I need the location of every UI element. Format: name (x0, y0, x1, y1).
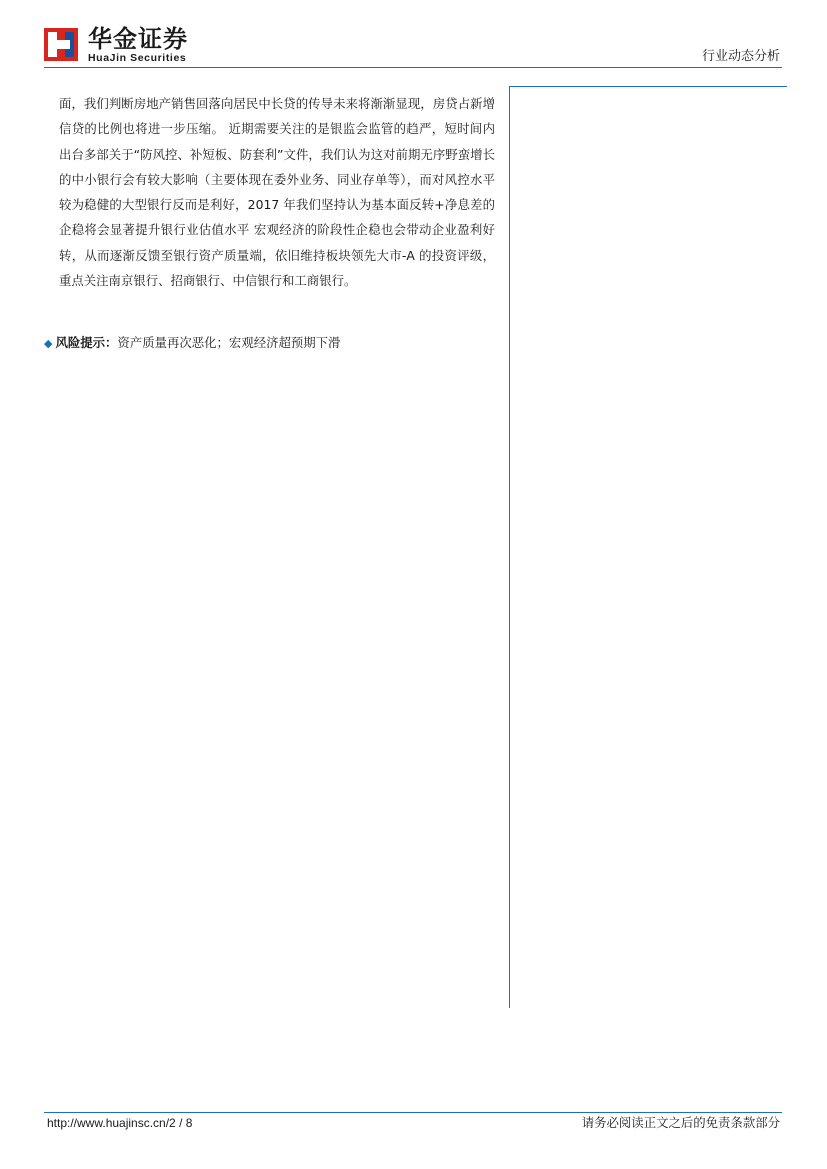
report-type-label: 行业动态分析 (701, 49, 780, 64)
main-body-text (59, 91, 495, 293)
side-column-left-border (509, 86, 510, 1008)
footer-disclaimer: 请务必阅读正文之后的免责条款部分 (581, 1115, 780, 1130)
footer-divider (44, 1112, 782, 1113)
risk-warning (44, 334, 340, 353)
huajin-logo-icon (44, 28, 78, 61)
footer-url-page: http://www.huajinsc.cn/2 / 8 (47, 1116, 193, 1130)
side-column-top-border (509, 86, 787, 87)
risk-warning-text: 资产质量再次恶化；宏观经济超预期下滑 (117, 335, 341, 350)
brand-name-cn: 华金证券 (88, 25, 188, 53)
header-divider (44, 67, 782, 68)
risk-warning-label: 风险提示： (55, 335, 118, 350)
diamond-bullet-icon: ◆ (44, 337, 53, 350)
brand-name-en: HuaJin Securities (88, 52, 187, 64)
body-paragraph: 面，我们判断房地产销售回落向居民中长贷的传导未来将渐渐显现，房贷占新增信贷的比例也将进一步压缩。 近期需要关注的是银监会监管的趋严，短时间内出台多部关于“防风控、补短板、防套利”文件，我们认为这对前期无序野蛮增长的中小银行会有较大影响（主要体现在委外业务、同业存单等），而对风控水平较为稳健的大型银行反而是利好，2017 年我们坚持认为基本面反转+净息差的企稳将会显著提升银行业估值水平 宏观经济的阶段性企稳也会带动企业盈利好转，从而逐渐反馈至银行资产质量端，依旧维持板块领先大市-A 的投资评级，重点关注南京银行、招商银行、中信银行和工商银行。 (59, 96, 495, 289)
